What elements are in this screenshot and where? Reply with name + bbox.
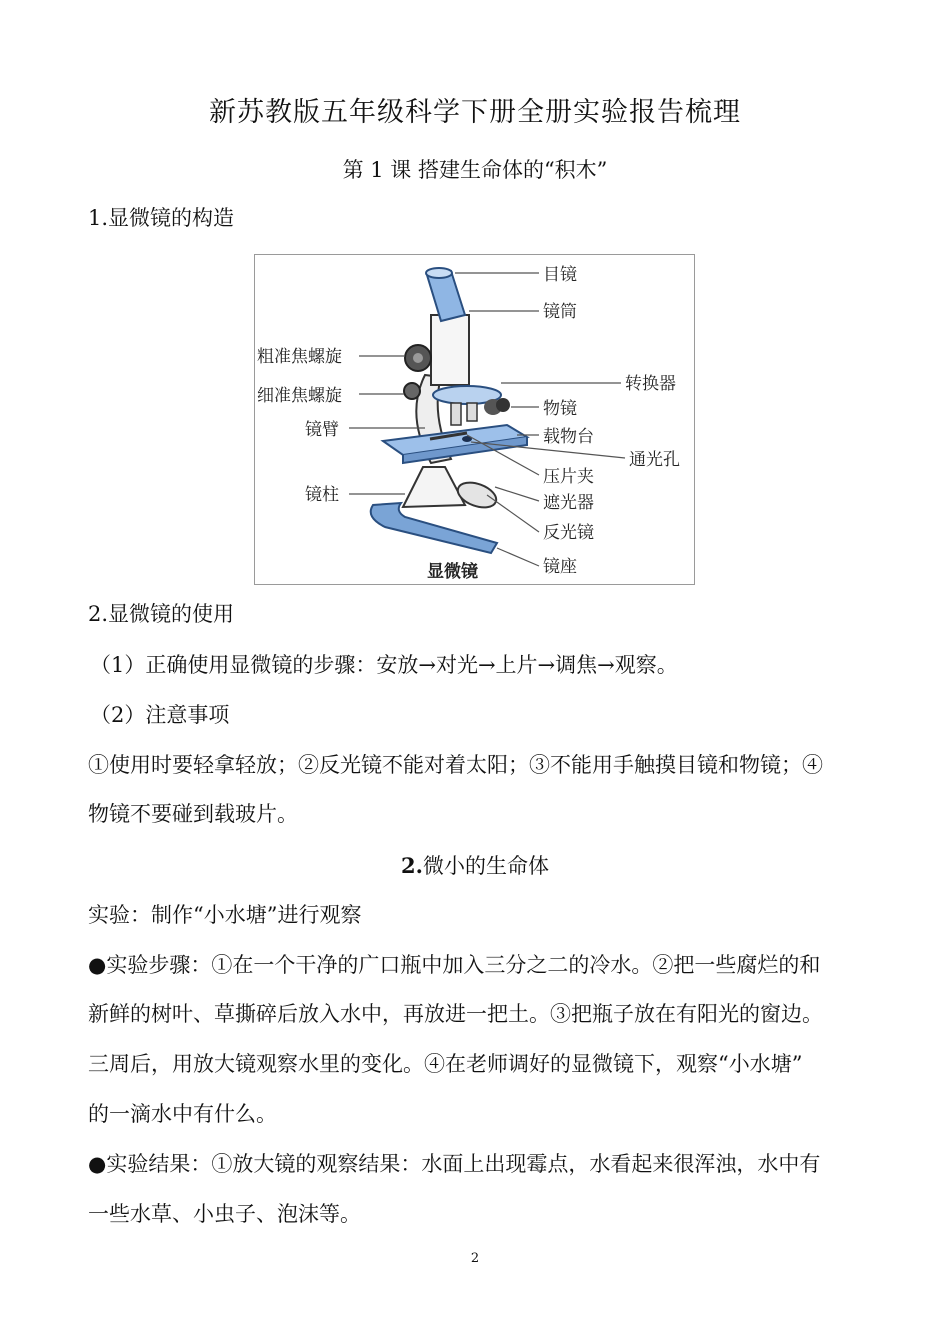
notes-heading: （2）注意事项 (90, 703, 230, 727)
label-eyepiece: 目镜 (543, 265, 577, 285)
lesson-2-title (0, 855, 950, 877)
results-line-2: 一些水草、小虫子、泡沫等。 (88, 1202, 361, 1226)
lesson-2-number: 2. (401, 853, 423, 878)
section-1-heading: 1.显微镜的构造 (88, 206, 235, 230)
eyepiece-shape (427, 271, 465, 321)
label-coarse: 粗准焦螺旋 (257, 347, 342, 367)
section-2-heading: 2.显微镜的使用 (88, 602, 235, 626)
lesson-2-text: 微小的生命体 (422, 854, 549, 878)
label-arm: 镜臂 (305, 420, 339, 440)
notes-line-1: ①使用时要轻拿轻放；②反光镜不能对着太阳；③不能用手触摸目镜和物镜；④ (88, 753, 823, 777)
microscope-diagram (255, 255, 694, 584)
experiment-title: 实验：制作“小水塘”进行观察 (88, 903, 362, 927)
label-pillar: 镜柱 (305, 485, 339, 505)
pillar-shape (403, 467, 465, 507)
document-title: 新苏教版五年级科学下册全册实验报告梳理 (209, 97, 741, 128)
label-diaphragm: 遮光器 (543, 493, 594, 513)
steps-line-2: 新鲜的树叶、草撕碎后放入水中，再放进一把土。③把瓶子放在有阳光的窗边。 (88, 1002, 823, 1026)
label-nosepiece: 转换器 (625, 374, 676, 394)
notes-line-2: 物镜不要碰到载玻片。 (88, 802, 298, 826)
page-number: 2 (470, 1251, 480, 1266)
label-base: 镜座 (543, 557, 577, 577)
label-objective: 物镜 (543, 399, 577, 419)
fine-knob-shape (404, 383, 420, 399)
label-stage: 载物台 (543, 427, 594, 447)
results-line-1: ●实验结果：①放大镜的观察结果：水面上出现霉点，水看起来很浑浊，水中有 (88, 1152, 821, 1176)
lesson-1-title: 第 1 课 搭建生命体的“积木” (342, 158, 608, 182)
tube-shape (431, 315, 469, 385)
label-mirror: 反光镜 (543, 523, 594, 543)
microscope-figure (254, 254, 695, 585)
base-shape (371, 503, 497, 553)
usage-steps: （1）正确使用显微镜的步骤：安放→对光→上片→调焦→观察。 (90, 653, 678, 677)
label-clip: 压片夹 (543, 467, 594, 487)
figure-caption: 显微镜 (427, 562, 478, 582)
steps-line-3: 三周后，用放大镜观察水里的变化。④在老师调好的显微镜下，观察“小水塘” (88, 1052, 803, 1076)
steps-line-1: ●实验步骤：①在一个干净的广口瓶中加入三分之二的冷水。②把一些腐烂的和 (88, 953, 821, 977)
label-fine: 细准焦螺旋 (257, 386, 342, 406)
label-aperture: 通光孔 (629, 450, 680, 470)
steps-line-4: 的一滴水中有什么。 (88, 1102, 277, 1126)
label-tube: 镜筒 (543, 302, 577, 322)
